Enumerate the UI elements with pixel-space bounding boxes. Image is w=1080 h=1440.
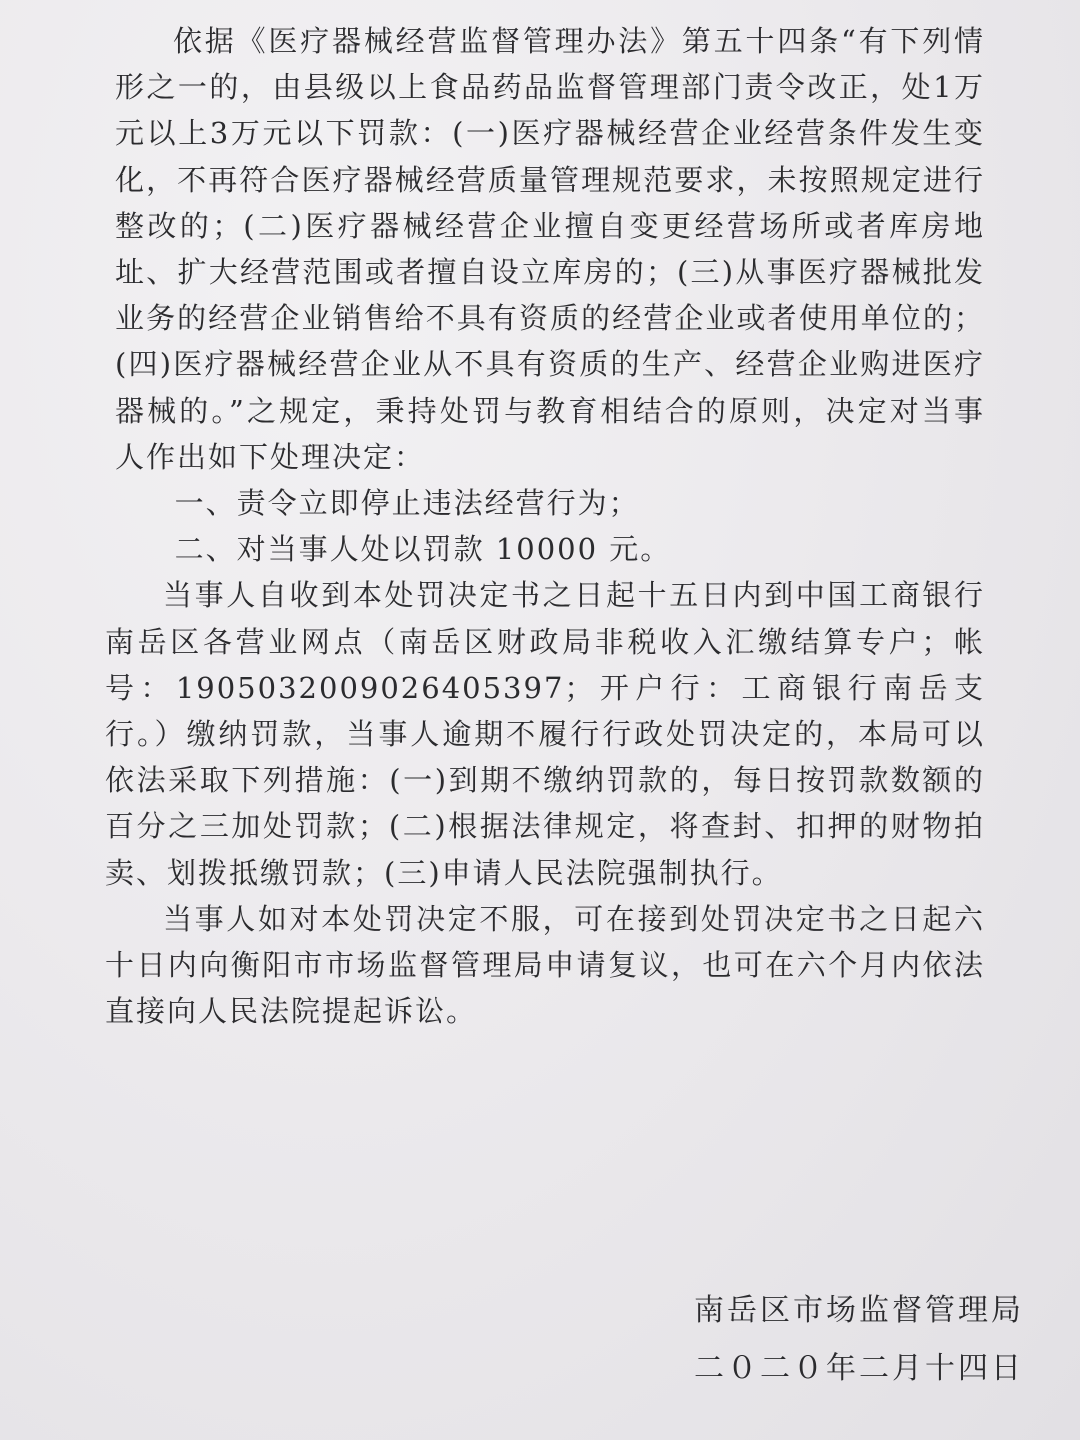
signature-block <box>694 1282 1024 1398</box>
paragraph-decision-item-2: 二、对当事人处以罚款 10000 元。 <box>174 532 672 567</box>
paragraph-appeal-rights: 当事人如对本处罚决定不服，可在接到处罚决定书之日起六十日内向衡阳市市场监督管理局申请复议，也可在六个月内依法直接向人民法院提起诉讼。 <box>105 901 985 1029</box>
paragraph-decision-item-1: 一、责令立即停止违法经营行为； <box>174 486 640 521</box>
issuing-organization: 南岳区市场监督管理局 <box>694 1293 1024 1328</box>
document-body <box>105 18 985 1034</box>
paragraph-legal-basis: 依据《医疗器械经营监督管理办法》第五十四条“有下列情形之一的，由县级以上食品药品监督管理部门责令改正，处1万元以上3万元以下罚款：(一)医疗器械经营企业经营条件发生变化，不再符合医疗器械经营质量管理规范要求，未按照规定进行整改的；(二)医疗器械经营企业擅自变更经营场所或者库房地址、扩大经营范围或者擅自设立库房的；(三)从事医疗器械批发业务的经营企业销售给不具有资质的经营企业或者使用单位的；(四)医疗器械经营企业从不具有资质的生产、经营企业购进医疗器械的。”之规定，秉持处罚与教育相结合的原则，决定对当事人作出如下处理决定： <box>115 24 985 474</box>
paragraph-payment-instructions: 当事人自收到本处罚决定书之日起十五日内到中国工商银行南岳区各营业网点（南岳区财政局非税收入汇缴结算专户；帐号：19050320090264053​97；开户行：工商银行南岳支行。）缴纳罚款，当事人逾期不履行行政处罚决定的，本局可以依法采取下列措施：(一)到期不缴纳罚款的，每日按罚款数额的百分之三加处罚款；(二)根据法律规定，将查封、扣押的财物拍卖、划拨抵缴罚款；(三)申请人民法院强制执行。 <box>105 578 985 890</box>
issue-date: 二０二０年二月十四日 <box>694 1351 1024 1386</box>
